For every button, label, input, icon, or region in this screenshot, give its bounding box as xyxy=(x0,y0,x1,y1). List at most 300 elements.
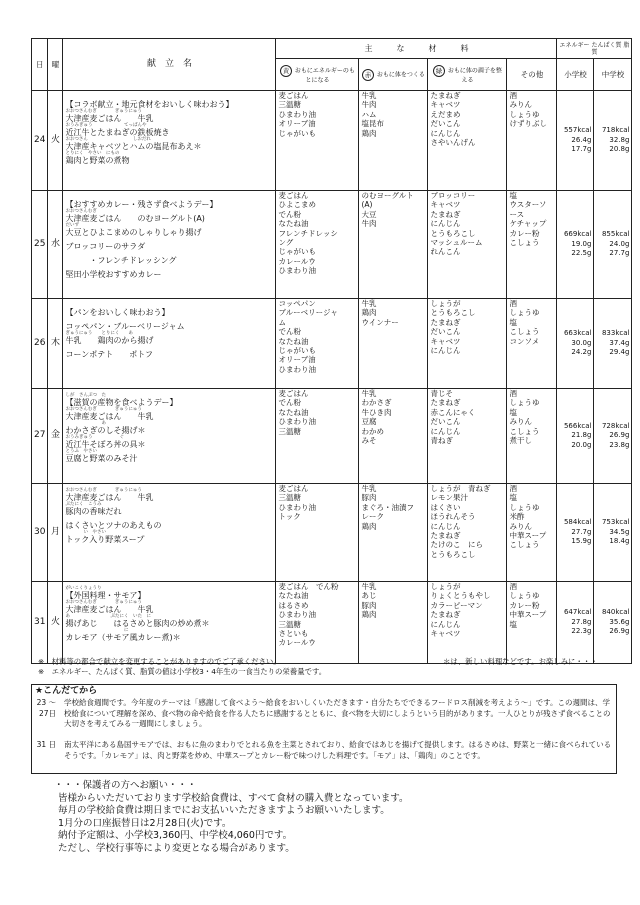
dish-ruby: おおつさんむぎ xyxy=(65,209,97,214)
nutrition-value: 584kcal xyxy=(563,518,592,527)
ingredient: 三温糖 xyxy=(278,493,301,503)
ingredient: 酒 xyxy=(509,91,517,100)
dish xyxy=(65,502,273,516)
red-ingredients xyxy=(359,582,428,664)
header-middle: 中学校 xyxy=(594,59,632,91)
menu-row xyxy=(32,484,632,582)
other-ingredients xyxy=(507,91,557,191)
nutrition-value: 35.6g xyxy=(609,617,630,626)
dish-name: 近江牛そぼろ丼の具＊ xyxy=(65,440,146,449)
nutrition-value: 22.5g xyxy=(571,249,592,258)
ingredient: 三温糖 xyxy=(278,426,301,436)
dish xyxy=(65,600,273,614)
ingredient: のむヨーグルト xyxy=(361,191,414,200)
ingredient: でん粉 xyxy=(278,209,301,219)
ingredient: 牛乳 xyxy=(361,91,377,100)
ingredient: 牛乳 xyxy=(361,484,377,493)
ingredient: にんじん xyxy=(430,619,461,629)
ingredient: ほうれんそう xyxy=(430,512,476,522)
dish-ruby: おおつさん しおだれ xyxy=(65,137,151,142)
weekday-cell: 月 xyxy=(48,484,63,582)
ingredient: しょうが xyxy=(430,299,461,308)
ingredient: 鶏肉 xyxy=(361,308,377,318)
ingredient: 中華スープ xyxy=(509,610,547,620)
red-ingredients xyxy=(359,91,428,191)
dish-name: 大津産麦ごはん 牛乳 xyxy=(65,605,154,614)
dish-ruby: い やさい xyxy=(65,530,106,535)
ingredient: カレールウ xyxy=(278,256,316,266)
yellow-ingredients xyxy=(276,299,359,389)
ingredient: 大豆 xyxy=(361,209,377,219)
ingredient: じゃがいも xyxy=(278,128,316,138)
dish-ruby: おおつさんむぎ ぎゅうにゅう xyxy=(65,600,142,605)
dish-name: 【おすすめカレー・残さず食べようデー】 xyxy=(65,200,218,209)
header-menu-name: 献 立 名 xyxy=(63,39,276,91)
notice-line-4: 納付予定額は、小学校3,360円、中学校4,060円です。 xyxy=(58,830,293,841)
middle-nutrition xyxy=(594,299,632,389)
yellow-mark: 黄 xyxy=(280,65,292,77)
dish xyxy=(65,407,273,421)
ingredient: 塩 xyxy=(509,317,517,327)
ingredient: 塩昆布 xyxy=(361,119,384,129)
dish-ruby: がいこくりょうり xyxy=(65,586,102,591)
dish xyxy=(65,109,273,123)
dish xyxy=(65,488,273,502)
ingredient: 米酢 xyxy=(509,512,525,522)
ingredient: オリーブ油 xyxy=(278,355,316,365)
dish xyxy=(65,209,273,223)
ingredient: たまねぎ xyxy=(430,610,461,620)
ingredient: (A) xyxy=(361,200,373,210)
ingredient: カラーピーマン xyxy=(430,600,483,610)
note-1: ※ 材料等の都合で献立を変更することがありますのでご了承ください。 xyxy=(38,657,281,666)
ingredient: 豚肉 xyxy=(361,493,377,503)
header-elementary: 小学校 xyxy=(557,59,594,91)
ingredient: こしょう xyxy=(509,426,540,436)
dish-ruby: おうみぎゅう てっぱんや xyxy=(65,123,147,128)
ingredient: キャベツ xyxy=(430,336,461,346)
ingredient: たまねぎ xyxy=(430,398,461,408)
ingredient: 三温糖 xyxy=(278,619,301,629)
green-ingredients xyxy=(428,299,507,389)
ingredient: ひまわり油 xyxy=(278,417,316,427)
header-nutrition: エネルギー たんぱく質 脂質 xyxy=(557,39,632,59)
star-note: ＊は、新しい料理などです。お楽しみに・・・ xyxy=(443,657,598,666)
nutrition-value: 753kcal xyxy=(601,518,630,527)
ingredient: はるさめ xyxy=(278,600,309,610)
ingredient: ム xyxy=(278,317,286,327)
ingredient: だいこん xyxy=(430,417,461,427)
ingredient: 塩 xyxy=(509,493,517,503)
ingredient: 酒 xyxy=(509,582,517,591)
ingredient: にんじん xyxy=(430,219,461,229)
menu-row xyxy=(32,91,632,191)
dish xyxy=(65,237,273,251)
ingredient: マッシュルーム xyxy=(430,238,483,248)
dish xyxy=(65,317,273,331)
ingredient: しょうゆ xyxy=(509,502,540,512)
ingredient: しょうゆ xyxy=(509,398,540,408)
ingredient: しょうゆ xyxy=(509,591,540,601)
menu-cell xyxy=(63,582,276,664)
header-cat-red xyxy=(359,59,428,91)
dish xyxy=(65,421,273,435)
ingredient: カレー粉 xyxy=(509,228,540,238)
red-ingredients xyxy=(359,299,428,389)
dish-name: 【滋賀の産物を食べようデー】 xyxy=(65,398,178,407)
dish-name: 大津産麦ごはん のむヨーグルト(A) xyxy=(65,214,205,223)
ingredient: ひまわり油 xyxy=(278,610,316,620)
ingredient: 赤こんにゃく xyxy=(430,407,476,417)
dish-name: 揚げあじ はるさめと豚肉の炒め煮＊ xyxy=(65,619,210,628)
ingredient: フレンチドレッシ xyxy=(278,228,338,238)
yellow-ingredients xyxy=(276,484,359,582)
notice-line-5: ただし、学校行事等により変更となる場合があります。 xyxy=(58,842,295,854)
day-cell: 25 xyxy=(32,191,48,299)
ingredient: なたね油 xyxy=(278,407,309,417)
nutrition-value: 855kcal xyxy=(601,230,630,239)
green-ingredients xyxy=(428,191,507,299)
nutrition-value: 24.0g xyxy=(609,239,630,248)
dish-name: コッペパン・ブルーベリージャム xyxy=(65,322,185,331)
ingredient: にんじん xyxy=(430,128,461,138)
dish-ruby: ぎゅうにゅう とりにく あ xyxy=(65,331,133,336)
menu-cell xyxy=(63,299,276,389)
ingredient: でん粉 xyxy=(278,398,301,408)
dish-ruby: おおつさんむぎ ぎゅうにゅう xyxy=(65,407,142,412)
elementary-nutrition xyxy=(557,484,594,582)
nutrition-value: 17.7g xyxy=(571,145,592,154)
menu-row xyxy=(32,299,632,389)
nutrition-value: 27.7g xyxy=(571,527,592,536)
ingredient: 豚肉 xyxy=(361,600,377,610)
ingredient: 煮干し xyxy=(509,436,532,446)
ingredient: 酒 xyxy=(509,389,517,398)
ingredient: とうもろこし xyxy=(430,308,476,318)
ingredient: 麦ごはん xyxy=(278,484,309,493)
menu-cell xyxy=(63,191,276,299)
kondate-entry-2-label: 31 日 xyxy=(36,740,56,749)
ingredient: とうもろこし xyxy=(430,228,476,238)
elementary-nutrition xyxy=(557,91,594,191)
ingredient: コンソメ xyxy=(509,336,540,346)
nutrition-value: 26.9g xyxy=(609,431,630,440)
dish-name: 鶏肉と野菜の煮物 xyxy=(65,156,130,165)
ingredient: たまねぎ xyxy=(430,531,461,541)
notice-line-3: 1月分の口座振替日は2月28日(火)です。 xyxy=(58,817,232,829)
menu-table xyxy=(31,38,632,664)
ingredient: 牛乳 xyxy=(361,299,377,308)
green-mark: 緑 xyxy=(433,65,445,77)
dish-name: 大津産キャベツとハムの塩昆布あえ＊ xyxy=(65,142,202,151)
nutrition-value: 566kcal xyxy=(563,421,592,430)
nutrition-value: 20.8g xyxy=(609,145,630,154)
ingredient: なたね油 xyxy=(278,591,309,601)
dish xyxy=(65,123,273,137)
ingredient: ング xyxy=(278,238,294,248)
dish-name: トック入り野菜スープ xyxy=(65,535,145,544)
ingredient: ース xyxy=(509,209,525,219)
other-ingredients xyxy=(507,582,557,664)
ingredient: なたね油 xyxy=(278,336,309,346)
nutrition-value: 647kcal xyxy=(563,608,592,617)
other-ingredients xyxy=(507,191,557,299)
nutrition-value: 32.8g xyxy=(609,135,630,144)
dish-ruby: とうふ やさい xyxy=(65,449,97,454)
nutrition-value: 26.9g xyxy=(609,627,630,636)
weekday-cell: 水 xyxy=(48,191,63,299)
ingredient: レーク xyxy=(361,512,384,522)
nutrition-value: 27.8g xyxy=(571,617,592,626)
dish-name: 大津産麦ごはん 牛乳 xyxy=(65,493,154,502)
dish xyxy=(65,449,273,463)
ingredient: ケチャップ xyxy=(509,219,547,229)
weekday-cell: 金 xyxy=(48,389,63,484)
dish-ruby: とりにく やさい にもの xyxy=(65,151,120,156)
nutrition-value: 15.9g xyxy=(571,537,592,546)
ingredient: みりん xyxy=(509,417,532,427)
ingredient: にんじん xyxy=(430,521,461,531)
dish-name: 【外国料理・サモア】 xyxy=(65,591,146,600)
dish-ruby: に xyxy=(65,628,129,633)
ingredient: しょうが 青ねぎ xyxy=(430,484,491,493)
ingredient: ひまわり油 xyxy=(278,266,316,276)
ingredient: レモン果汁 xyxy=(430,493,468,503)
menu-row xyxy=(32,389,632,484)
ingredient: たまねぎ xyxy=(430,91,461,100)
middle-nutrition xyxy=(594,91,632,191)
dish xyxy=(65,614,273,628)
middle-nutrition xyxy=(594,389,632,484)
dish-name: 近江牛とたまねぎの鉄板焼き xyxy=(65,128,170,137)
ingredient: とうもろこし xyxy=(430,549,476,559)
ingredient: えだまめ xyxy=(430,109,461,119)
nutrition-value: 557kcal xyxy=(563,126,592,135)
ingredient: しょうが xyxy=(430,582,461,591)
yellow-ingredients xyxy=(276,91,359,191)
ingredient: しょうゆ xyxy=(509,109,540,119)
dish-name: はくさいとツナのあえもの xyxy=(65,521,162,530)
green-ingredients xyxy=(428,484,507,582)
ingredient: まぐろ・油漬フ xyxy=(361,502,414,512)
dish-name: 大津産麦ごはん 牛乳 xyxy=(65,412,154,421)
ingredient: じゃがいも xyxy=(278,346,316,356)
ingredient: たまねぎ xyxy=(430,209,461,219)
ingredient: りょくとうもやし xyxy=(430,591,491,601)
green-ingredients xyxy=(428,582,507,664)
ingredient: ブロッコリー xyxy=(430,191,476,200)
nutrition-value: 663kcal xyxy=(563,329,592,338)
dish-name: 大津産麦ごはん 牛乳 xyxy=(65,114,154,123)
ingredient: でん粉 xyxy=(278,327,301,337)
dish xyxy=(65,345,273,359)
ingredient: キャベツ xyxy=(430,100,461,110)
dish xyxy=(65,331,273,345)
ingredient: 中華スープ xyxy=(509,531,547,541)
dish xyxy=(65,586,273,600)
day-cell: 30 xyxy=(32,484,48,582)
dish xyxy=(65,303,273,317)
kondate-entry-1-text: 学校給食週間です。今年度のテーマは「感謝して食べよう～給食をおいしくいただきます・自分たちでできるフードロス削減を考えよう～」です。この週間は、学校給食について理解を深め、食べ物の命や給食を作る人たちに感謝するとともに、食べ物を大切にしようという目的があります。一人ひとりが残さず食べることの大切さを考えてみる一週間にしましょう。 xyxy=(64,698,611,728)
ingredient: しょうゆ xyxy=(509,308,540,318)
middle-nutrition xyxy=(594,191,632,299)
dish-ruby: ぶたにく こうみ xyxy=(65,502,102,507)
ingredient: カレー粉 xyxy=(509,600,540,610)
dish-ruby: あ xyxy=(65,421,106,426)
ingredient: キャベツ xyxy=(430,629,461,639)
dish xyxy=(65,151,273,165)
yellow-ingredients xyxy=(276,389,359,484)
other-ingredients xyxy=(507,389,557,484)
dish xyxy=(65,265,273,279)
ingredient: 青ねぎ xyxy=(430,436,453,446)
dish-name: ・フレンチドレッシング xyxy=(65,256,177,265)
nutrition-value: 27.7g xyxy=(609,249,630,258)
dish xyxy=(65,95,273,109)
yellow-ingredients xyxy=(276,582,359,664)
weekday-cell: 火 xyxy=(48,582,63,664)
notice-line-1: 皆様からいただいております学校給食費は、すべて食材の購入費となっています。 xyxy=(58,792,409,804)
nutrition-value: 24.2g xyxy=(571,348,592,357)
ingredient: 酒 xyxy=(509,299,517,308)
red-mark: 赤 xyxy=(362,69,374,81)
ingredient: 麦ごはん xyxy=(278,389,309,398)
ingredient: 麦ごはん でん粉 xyxy=(278,582,339,591)
red-label: おもに体をつくる xyxy=(376,71,425,78)
ingredient: 塩 xyxy=(509,407,517,417)
ingredient: ウインナー xyxy=(361,317,399,327)
dish-name: 【パンをおいしく味わおう】 xyxy=(65,308,170,317)
elementary-nutrition xyxy=(557,191,594,299)
ingredient: こしょう xyxy=(509,540,540,550)
header-day: 日 xyxy=(32,39,48,91)
dish xyxy=(65,516,273,530)
ingredient: みりん xyxy=(509,521,532,531)
ingredient: あじ xyxy=(361,591,377,601)
ingredient: こしょう xyxy=(509,327,540,337)
parent-notice xyxy=(54,780,409,855)
ingredient: 牛乳 xyxy=(361,389,377,398)
ingredient: 牛乳 xyxy=(361,582,377,591)
day-cell: 27 xyxy=(32,389,48,484)
ingredient: だいこん xyxy=(430,119,461,129)
elementary-nutrition xyxy=(557,582,594,664)
dish-ruby: あ ぶたにく いた に xyxy=(65,614,151,619)
dish-name: 豆腐と野菜のみそ汁 xyxy=(65,454,138,463)
ingredient: わかさぎ xyxy=(361,398,392,408)
nutrition-value: 21.8g xyxy=(571,431,592,440)
ingredient: 鶏肉 xyxy=(361,128,377,138)
ingredient: ひまわり油 xyxy=(278,109,316,119)
ingredient: たまねぎ xyxy=(430,317,461,327)
header-weekday: 曜 xyxy=(48,39,63,91)
dish xyxy=(65,530,273,544)
ingredient: ウスターソ xyxy=(509,200,547,210)
ingredient: 酒 xyxy=(509,484,517,493)
ingredient: キャベツ xyxy=(430,200,461,210)
ingredient: にんじん xyxy=(430,346,461,356)
menu-row xyxy=(32,191,632,299)
weekday-cell: 木 xyxy=(48,299,63,389)
ingredient: たけのこ にら xyxy=(430,540,483,550)
nutrition-value: 669kcal xyxy=(563,230,592,239)
ingredient: 豆腐 xyxy=(361,417,377,427)
middle-nutrition xyxy=(594,582,632,664)
nutrition-value: 728kcal xyxy=(601,421,630,430)
ingredient: さやいんげん xyxy=(430,138,476,148)
ingredient: みりん xyxy=(509,100,532,110)
nutrition-value: 22.3g xyxy=(571,627,592,636)
dish-name: 牛乳 鶏肉のから揚げ xyxy=(65,336,154,345)
dish-ruby: おうみぎゅう ぐ xyxy=(65,435,124,440)
menu-row xyxy=(32,582,632,664)
dish-name: 豚肉の香味だれ xyxy=(65,507,122,516)
nutrition-value: 718kcal xyxy=(601,126,630,135)
ingredient: じゃがいも xyxy=(278,247,316,257)
menu-cell xyxy=(63,91,276,191)
ingredient: 青じそ xyxy=(430,389,453,398)
dish-name: 堅田小学校おすすめカレー xyxy=(65,270,162,279)
elementary-nutrition xyxy=(557,389,594,484)
elementary-nutrition xyxy=(557,299,594,389)
ingredient: 牛肉 xyxy=(361,219,377,229)
nutrition-value: 26.4g xyxy=(571,135,592,144)
ingredient: さといも xyxy=(278,629,309,639)
dish-name: カレモア（サモア風カレー煮)＊ xyxy=(65,633,181,642)
ingredient: みそ xyxy=(361,436,377,446)
dish xyxy=(65,435,273,449)
dish-ruby: おおつさんむぎ ぎゅうにゅう xyxy=(65,109,142,114)
nutrition-value: 29.4g xyxy=(609,348,630,357)
ingredient: 鶏肉 xyxy=(361,521,377,531)
yellow-ingredients xyxy=(276,191,359,299)
menu-cell xyxy=(63,389,276,484)
ingredient: 三温糖 xyxy=(278,100,301,110)
nutrition-value: 20.0g xyxy=(571,440,592,449)
ingredient: わかめ xyxy=(361,426,384,436)
ingredient: トック xyxy=(278,512,301,522)
ingredient: はくさい xyxy=(430,502,461,512)
nutrition-value: 34.5g xyxy=(609,527,630,536)
kondate-title: ★こんだてから xyxy=(35,686,98,696)
weekday-cell: 火 xyxy=(48,91,63,191)
dish-name: ブロッコリーのサラダ xyxy=(65,242,146,251)
kondate-entry-2-text: 南太平洋にある島国サモアでは、おもに魚のまわりでとれる魚を主菜とされており、給食ではあじを揚げて提供します。はるさめは、野菜と一緒に食べられているそうです。「カレモア」は、肉と野菜を炒め、中華スープとカレー粉で味つけした料理です。「モア」は、「鶏肉」のことです。 xyxy=(64,740,612,760)
ingredient: 鶏肉 xyxy=(361,610,377,620)
header-ingredients: 主 な 材 料 xyxy=(276,39,557,59)
ingredient: こしょう xyxy=(509,238,540,248)
nutrition-value: 23.8g xyxy=(609,440,630,449)
nutrition-value: 18.4g xyxy=(609,537,630,546)
nutrition-value: 37.4g xyxy=(609,338,630,347)
menu-cell xyxy=(63,484,276,582)
day-cell: 26 xyxy=(32,299,48,389)
dish-ruby: おおつさんむぎ ぎゅうにゅう xyxy=(65,488,142,493)
dish-name: 【コラボ献立・地元食材をおいしく味わおう】 xyxy=(65,100,234,109)
ingredient: ひまわり油 xyxy=(278,364,316,374)
kondate-box xyxy=(31,684,617,774)
middle-nutrition xyxy=(594,484,632,582)
kondate-entry-1-label: 23 ～ 27日 xyxy=(36,698,56,718)
ingredient: 麦ごはん xyxy=(278,91,309,100)
ingredient: ひまわり油 xyxy=(278,502,316,512)
header-cat-yellow xyxy=(276,59,359,91)
ingredient: 塩 xyxy=(509,619,517,629)
other-ingredients xyxy=(507,484,557,582)
dish-ruby: しが さんぶつ た xyxy=(65,393,106,398)
dish xyxy=(65,393,273,407)
ingredient: オリーブ油 xyxy=(278,119,316,129)
